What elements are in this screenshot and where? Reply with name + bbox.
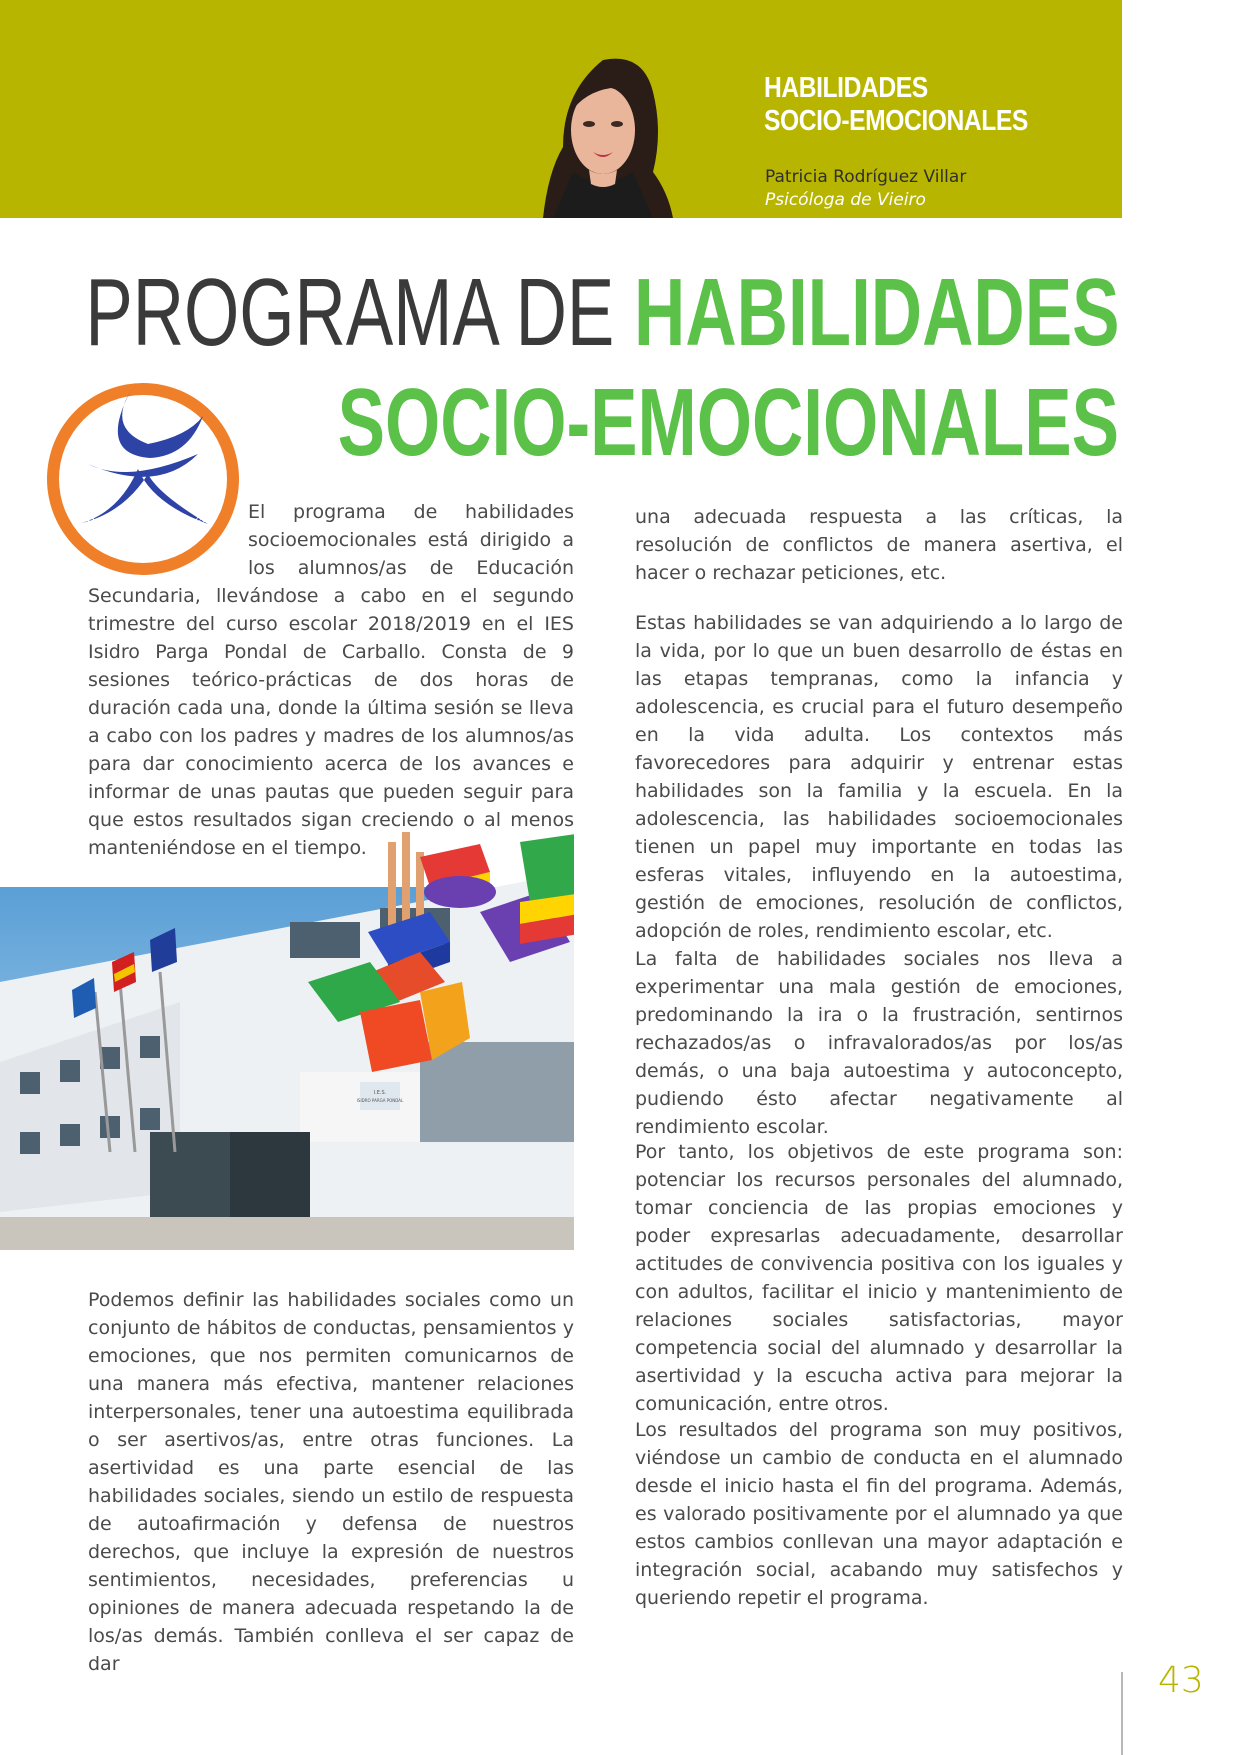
paragraph-lack: La falta de habilidades sociales nos lleva a experimentar una mala gestión de emociones, predominando la ira o la frustración, sentirnos rechazados/as o infravalorados/as por los/as demás, o una baja autoestima y autoconcepto, pudiendo ésto afectar negativamente al rendimiento escolar.	[635, 948, 1123, 1138]
page-title-line2: SOCIO-EMOCIONALES	[337, 369, 1119, 476]
paragraph-continued: una adecuada respuesta a las críticas, la resolución de conflictos de manera asertiva, el hacer o rechazar peticiones, etc.	[635, 506, 1123, 584]
section-title	[764, 72, 1053, 138]
page-title-light: PROGRAMA DE	[84, 259, 634, 366]
building-sign-line2: ISIDRO PARGA PONDAL	[356, 1098, 404, 1103]
logo-wrap-spacer	[88, 498, 248, 582]
paragraph-results: Los resultados del programa son muy positivos, viéndose un cambio de conducta en el alumnado desde el inicio hasta el fin del programa. Además, es valorado positivamente por el alumnado ya que estos cambios conllevan una mayor adaptación e integración social, acabando muy satisfechos y queriendo repetir el programa.	[635, 1419, 1123, 1609]
paragraph-define: Podemos definir las habilidades sociales como un conjunto de hábitos de conductas, pensamientos y emociones, que nos permiten comunicarnos de una manera más efectiva, mantener relaciones interpersonales, tener una autoestima equilibrada o ser asertivos/as, entre otras funciones. La asertividad es una parte esencial de las habilidades sociales, siendo un estilo de respuesta de autoafirmación y defensa de nuestros derechos, que incluye la expresión de nuestros sentimientos, necesidades, preferencias u opiniones de manera adecuada respetando la de los/as demás. También conlleva el ser capaz de dar	[88, 1289, 574, 1675]
section-title-line1: HABILIDADES	[764, 72, 928, 104]
paragraph-acquire: Estas habilidades se van adquiriendo a lo largo de la vida, por lo que un buen desarrollo de éstas en las etapas tempranas, como la infancia y adolescencia, es crucial para el futuro desempeño en la vida adulta. Los contextos más favorecedores para adquirir y entrenar estas habilidades son la familia y la escuela. En la adolescencia, las habilidades socioemocionales tienen un papel muy importante en todas las esferas vitales, influyendo en la autoestima, gestión de emociones, resolución de conflictos, adopción de roles, rendimiento escolar, etc.	[635, 612, 1123, 942]
paragraph-intro	[88, 498, 574, 862]
paragraph-objectives: Por tanto, los objetivos de este programa son: potenciar los recursos personales del alumnado, tomar conciencia de las propias emociones y poder expresarlas adecuadamente, desarrollar actitudes de convivencia positiva con los iguales y con adultos, facilitar el inicio y mantenimiento de relaciones sociales satisfactorias, mayor competencia social del alumnado y desarrollar la asertividad y la escucha activa para mejorar la comunicación, entre otros.	[635, 1141, 1123, 1415]
building-sign-line1: I.E.S.	[373, 1090, 387, 1096]
page-title-green: HABILIDADES	[633, 259, 1119, 366]
page-divider	[1121, 1672, 1123, 1755]
author-role: Psicóloga de Vieiro	[765, 190, 926, 210]
section-title-line2: SOCIO-EMOCIONALES	[764, 105, 1028, 137]
school-building-photo	[0, 832, 574, 1250]
author-portrait	[503, 52, 703, 218]
author-name: Patricia Rodríguez Villar	[765, 167, 967, 187]
page-number: 43	[1158, 1660, 1204, 1701]
logo-text: IES Isidro Parga Pondal	[68, 499, 212, 555]
page-title-line1	[85, 258, 1119, 368]
paragraph-intro-text: El programa de habilidades socioemocionales está dirigido a los alumnos/as de Educación Secundaria, llevándose a cabo en el segundo trimestre del curso escolar 2018/2019 en el IES Isidro Parga Pondal de Carballo. Consta de 9 sesiones teórico-prácticas de dos horas de duración cada una, donde la última sesión se lleva a cabo con los padres y madres de los alumnos/as para dar conocimiento acerca de los avances e informar de unas pautas que pueden seguir para que estos resultados sigan creciendo o al menos manteniéndose en el tiempo.	[88, 501, 574, 859]
